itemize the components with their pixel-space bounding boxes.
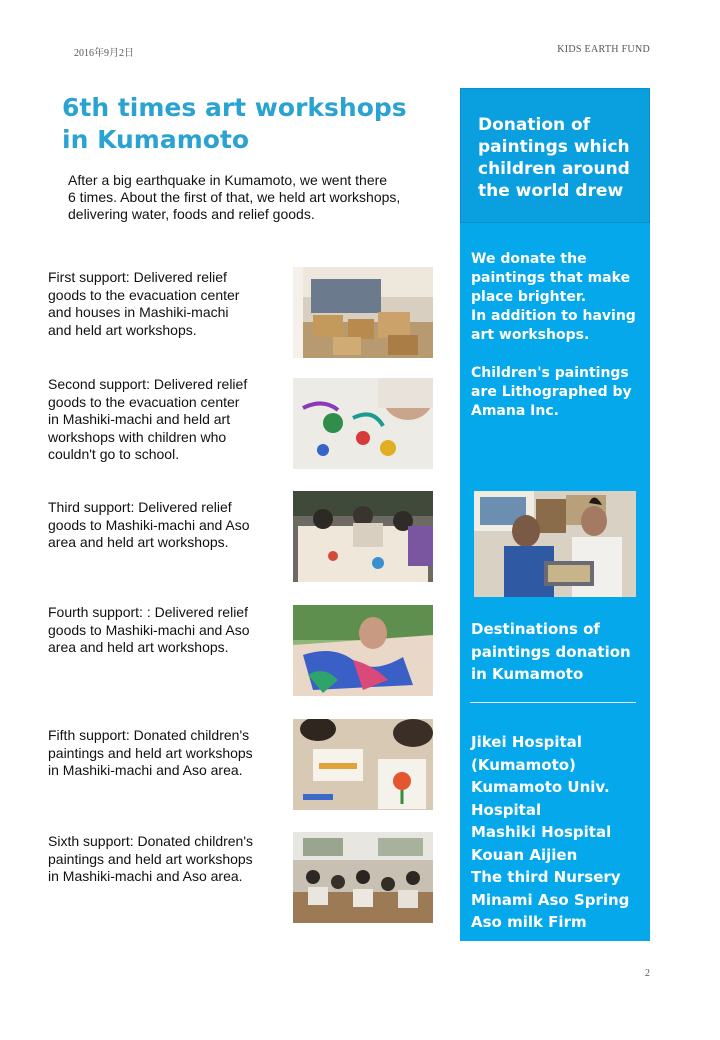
panel-body-line: Children's paintings <box>471 365 629 381</box>
support-line: goods to Mashiki-machi and Aso <box>48 621 250 638</box>
donation-photo <box>474 491 636 597</box>
panel-title-box <box>460 88 650 223</box>
dest-heading-line: paintings donation <box>471 642 631 661</box>
page-title <box>62 92 452 156</box>
support-line: workshops with children who <box>48 428 227 445</box>
support-line: Sixth support: Donated children's <box>48 833 254 849</box>
support-line: area and held art workshops. <box>48 639 229 655</box>
support-line: goods to Mashiki-machi and Aso <box>48 516 250 533</box>
support-line: couldn't go to school. <box>48 446 180 462</box>
destination-item: Hospital <box>471 800 542 819</box>
title-line: in Kumamoto <box>62 125 250 154</box>
support-fifth-photo <box>293 719 433 810</box>
destination-item: The third Nursery <box>471 868 621 886</box>
support-line: and held art workshops. <box>48 321 197 338</box>
panel-body-line: Amana Inc. <box>471 403 559 419</box>
header-organization: KIDS EARTH FUND <box>557 44 650 55</box>
support-fourth-photo <box>293 605 433 696</box>
destination-item: Minami Aso Spring <box>471 890 630 909</box>
destination-item: Kumamoto Univ. <box>471 778 610 796</box>
support-line: goods to the evacuation center <box>48 393 240 410</box>
panel-title <box>478 114 643 202</box>
support-sixth-text <box>48 833 273 886</box>
panel-title-line: children around <box>478 159 630 179</box>
support-line: area and held art workshops. <box>48 534 229 550</box>
support-first-photo <box>293 267 433 358</box>
support-line: in Mashiki-machi and Aso area. <box>48 762 243 778</box>
support-line: Fifth support: Donated children's <box>48 727 250 743</box>
support-second-text <box>48 376 273 464</box>
destination-item: Kouan Aijien <box>471 845 578 864</box>
support-line: paintings and held art workshops <box>48 744 253 761</box>
support-line: in Mashiki-machi and held art <box>48 411 231 427</box>
support-line: First support: Delivered relief <box>48 269 227 285</box>
support-sixth-photo <box>293 832 433 923</box>
dest-heading-line: Destinations of <box>471 620 600 638</box>
dest-heading-line: in Kumamoto <box>471 665 584 683</box>
panel-body-line: place brighter. <box>471 289 587 305</box>
intro-line: delivering water, foods and relief goods. <box>68 206 315 222</box>
destinations-heading <box>471 618 641 686</box>
panel-description <box>471 250 646 421</box>
support-fourth-text <box>48 604 273 657</box>
destination-item: Aso milk Firm <box>471 913 587 931</box>
support-third-photo <box>293 491 433 582</box>
support-fifth-text <box>48 727 273 780</box>
panel-body-line: are Lithographed by <box>471 384 632 400</box>
page-number: 2 <box>645 968 650 979</box>
support-line: in Mashiki-machi and Aso area. <box>48 868 243 884</box>
header-date: 2016年9月2日 <box>74 48 134 59</box>
panel-body-line: We donate the <box>471 251 587 267</box>
intro-line: After a big earthquake in Kumamoto, we went there <box>68 172 388 188</box>
intro-line: 6 times. About the first of that, we held art workshops, <box>68 189 401 205</box>
intro-paragraph <box>68 172 438 223</box>
panel-body-line: paintings that make <box>471 270 631 286</box>
destinations-list <box>471 731 646 934</box>
panel-body-line: art workshops. <box>471 327 590 343</box>
title-line: 6th times art workshops <box>62 93 407 122</box>
support-line: paintings and held art workshops <box>48 850 253 867</box>
panel-title-line: Donation of <box>478 115 591 135</box>
panel-title-line: paintings which <box>478 137 630 157</box>
destination-item: Mashiki Hospital <box>471 823 612 841</box>
support-line: Fourth support: : Delivered relief <box>48 604 248 620</box>
destination-item: (Kumamoto) <box>471 755 576 774</box>
panel-divider <box>470 702 636 703</box>
support-line: Second support: Delivered relief <box>48 376 248 392</box>
support-second-photo <box>293 378 433 469</box>
destination-item: Jikei Hospital <box>471 733 582 751</box>
panel-body-line: In addition to having <box>471 308 636 324</box>
support-third-text <box>48 499 273 552</box>
support-line: Third support: Delivered relief <box>48 499 232 515</box>
panel-title-line: the world drew <box>478 181 624 201</box>
support-line: and houses in Mashiki-machi <box>48 304 229 320</box>
support-first-text <box>48 269 273 339</box>
support-line: goods to the evacuation center <box>48 286 240 303</box>
donation-panel <box>460 88 650 941</box>
